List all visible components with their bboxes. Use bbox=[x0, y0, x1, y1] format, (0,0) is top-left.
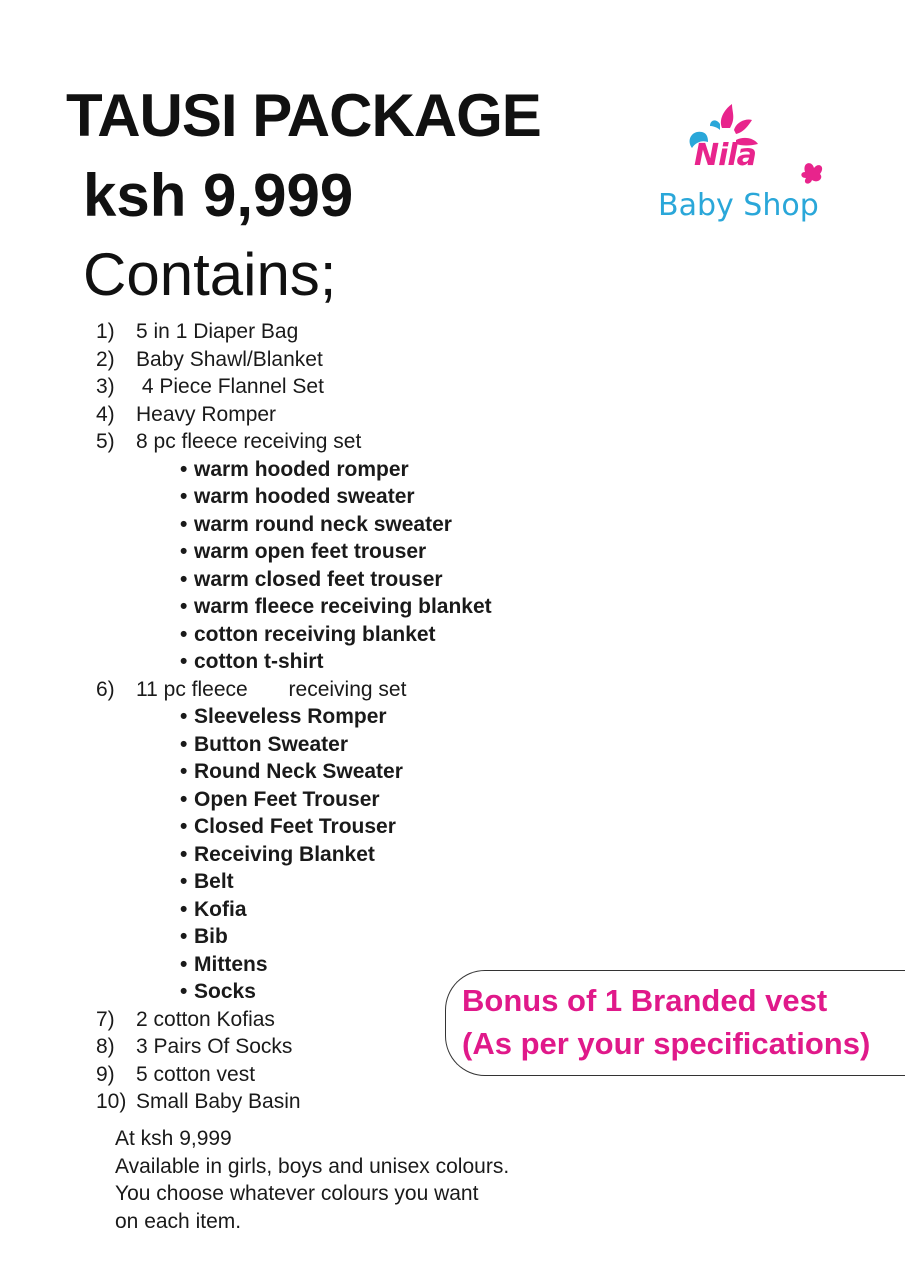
bonus-callout bbox=[445, 970, 905, 1076]
package-price: ksh 9,999 bbox=[83, 162, 354, 229]
nila-baby-shop-logo bbox=[652, 100, 832, 230]
list-item: 10) Small Baby Basin bbox=[96, 1090, 301, 1113]
list-item: 4) Heavy Romper bbox=[96, 402, 277, 426]
sub-list-item: • warm fleece receiving blanket bbox=[180, 595, 492, 618]
list-item: 6) 11 pc fleece receiving set bbox=[96, 677, 407, 701]
list-item: 9) 5 cotton vest bbox=[96, 1062, 256, 1086]
footer-line: At ksh 9,999 bbox=[115, 1127, 232, 1150]
bonus-line-1: Bonus of 1 Branded vest bbox=[462, 983, 828, 1018]
sub-list-item: • cotton t-shirt bbox=[180, 650, 324, 673]
sub-list-item: • Closed Feet Trouser bbox=[180, 815, 396, 838]
bonus-line-2: (As per your specifications) bbox=[462, 1026, 871, 1061]
sub-list-item: • Bib bbox=[180, 925, 228, 948]
sub-list-item: • warm round neck sweater bbox=[180, 512, 452, 536]
sub-list-item: • Kofia bbox=[180, 897, 247, 921]
sub-list-item: • Round Neck Sweater bbox=[180, 760, 403, 783]
logo-brand: Nila bbox=[694, 138, 756, 173]
list-item: 1) 5 in 1 Diaper Bag bbox=[96, 320, 299, 343]
sub-list-item: • Receiving Blanket bbox=[180, 842, 375, 866]
sub-list-item: • warm hooded romper bbox=[180, 457, 409, 481]
sub-list-item: • Open Feet Trouser bbox=[180, 787, 380, 811]
list-item: 2) Baby Shawl/Blanket bbox=[96, 347, 323, 371]
list-item: 3) 4 Piece Flannel Set bbox=[96, 375, 324, 398]
contents-list bbox=[96, 318, 492, 1116]
contains-heading: Contains; bbox=[83, 241, 337, 308]
sub-list-item: • Belt bbox=[180, 870, 234, 893]
sub-list-item: • Sleeveless Romper bbox=[180, 705, 387, 728]
sub-list-item: • Socks bbox=[180, 980, 256, 1003]
logo-tagline: Baby Shop bbox=[658, 188, 819, 223]
sub-list-item: • warm hooded sweater bbox=[180, 485, 415, 508]
sub-list-item: • warm closed feet trouser bbox=[180, 567, 443, 591]
list-item: 8) 3 Pairs Of Socks bbox=[96, 1035, 293, 1058]
list-item: 7) 2 cotton Kofias bbox=[96, 1007, 275, 1031]
footer-line: Available in girls, boys and unisex colours. bbox=[115, 1154, 510, 1178]
sub-list-item: • warm open feet trouser bbox=[180, 540, 427, 563]
list-item: 5) 8 pc fleece receiving set bbox=[96, 430, 362, 453]
package-title: TAUSI PACKAGE bbox=[66, 82, 541, 149]
footer-line: You choose whatever colours you want bbox=[115, 1182, 479, 1205]
sub-list-item: • Button Sweater bbox=[180, 732, 349, 756]
sub-list-item: • cotton receiving blanket bbox=[180, 622, 436, 646]
footer-note bbox=[115, 1125, 509, 1235]
footer-line: on each item. bbox=[115, 1209, 242, 1233]
sub-list-item: • Mittens bbox=[180, 952, 268, 976]
